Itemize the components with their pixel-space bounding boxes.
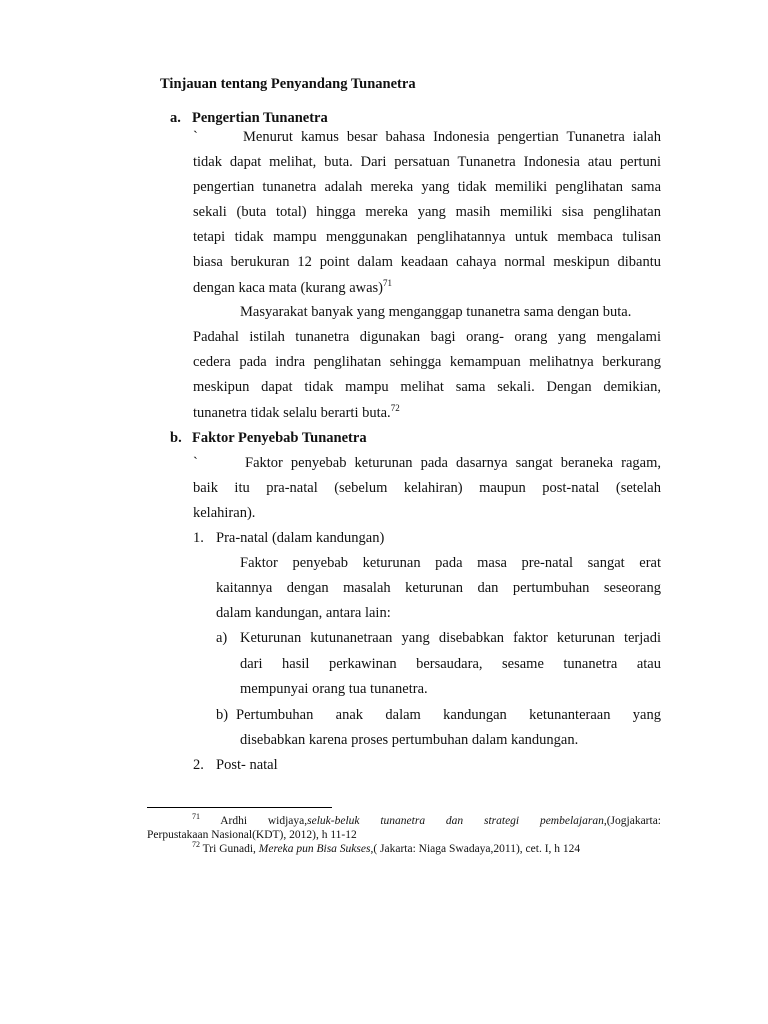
paragraph-a2-last-line: tunanetra tidak selalu berarti buta.$^{72}$ bbox=[193, 403, 400, 421]
sub-item-a-line: dari hasil perkawinan bersaudara, sesame tunanetra atau bbox=[240, 656, 661, 672]
footnote-71-line1: $^{71}$ Ardhi widjaya,seluk-beluk tunanetra dan strategi pembelajaran,(Jogjakarta: bbox=[192, 812, 662, 827]
paragraph-b-line: kelahiran). bbox=[193, 505, 256, 521]
paragraph-a2-line: Padahal istilah tunanetra digunakan bagi orang- orang yang mengalami bbox=[193, 329, 661, 345]
paragraph-a1-line: pengertian tunanetra adalah mereka yang tidak memiliki penglihatan sama bbox=[193, 179, 661, 195]
paragraph-a1-line: biasa berukuran 12 point dalam keadaan cahaya normal meskipun dibantu bbox=[193, 254, 661, 270]
section-b-marker: b. bbox=[170, 430, 182, 446]
list-item-2-marker: 2. bbox=[193, 757, 204, 773]
paragraph-a1-line: Menurut kamus besar bahasa Indonesia pengertian Tunanetra ialah bbox=[243, 129, 661, 145]
sub-item-b-line: disebabkan karena proses pertumbuhan dalam kandungan. bbox=[240, 732, 579, 748]
footnote-72-number: 72 bbox=[192, 840, 200, 849]
section-b-tick: ` bbox=[193, 455, 198, 471]
paragraph-a2-line: Masyarakat banyak yang menganggap tunanetra sama dengan buta. bbox=[240, 304, 632, 320]
footnote-71-line2: Perpustakaan Nasional(KDT), 2012), h 11-12 bbox=[147, 829, 357, 841]
sub-item-a-marker: a) bbox=[216, 630, 228, 646]
list-item-1-label: Pra-natal (dalam kandungan) bbox=[216, 530, 385, 546]
sub-item-a-line: Keturunan kutunanetraan yang disebabkan faktor keturunan terjadi bbox=[240, 630, 661, 646]
list-item-1-text-line: kaitannya dengan masalah keturunan dan pertumbuhan seseorang bbox=[216, 580, 661, 596]
sub-item-b-marker: b) bbox=[216, 707, 229, 723]
list-item-2-label: Post- natal bbox=[216, 757, 278, 773]
list-item-1-text-line: dalam kandungan, antara lain: bbox=[216, 605, 391, 621]
footnote-71-title: seluk-beluk tunanetra dan strategi pembelajaran bbox=[307, 815, 604, 827]
paragraph-a1-last-line: dengan kaca mata (kurang awas)$^{71}$ bbox=[193, 278, 393, 296]
section-a-marker: a. bbox=[170, 110, 181, 126]
sub-item-b-line: Pertumbuhan anak dalam kandungan ketunanteraan yang bbox=[236, 707, 661, 723]
paragraph-a2-line: meskipun dapat tidak mampu melihat sama sekali. Dengan demikian, bbox=[193, 379, 661, 395]
paragraph-b-line: baik itu pra-natal (sebelum kelahiran) maupun post-natal (setelah bbox=[193, 480, 661, 496]
paragraph-a1-line: tetapi tidak mampu menggunakan penglihatannya untuk membaca tulisan bbox=[193, 229, 661, 245]
footnote-ref-72: 72 bbox=[390, 403, 400, 413]
document-title: Tinjauan tentang Penyandang Tunanetra bbox=[160, 76, 416, 92]
footnote-72: $^{72}$ Tri Gunadi, Mereka pun Bisa Sukses,( Jakarta: Niaga Swadaya,2011), cet. I, h 124 bbox=[192, 840, 581, 855]
section-a-tick: ` bbox=[193, 129, 198, 145]
paragraph-a1-line: tidak dapat melihat, buta. Dari persatuan Tunanetra Indonesia atau pertuni bbox=[193, 154, 661, 170]
footnote-ref-71: 71 bbox=[383, 278, 393, 288]
paragraph-a2-line: cedera pada indra penglihatan sehingga kemampuan melihatnya berkurang bbox=[193, 354, 661, 370]
footnote-71-number: 71 bbox=[192, 812, 200, 821]
footnote-72-title: Mereka pun Bisa Sukses bbox=[258, 843, 371, 855]
list-item-1-text-line: Faktor penyebab keturunan pada masa pre-natal sangat erat bbox=[240, 555, 661, 571]
list-item-1-marker: 1. bbox=[193, 530, 204, 546]
section-a-heading bbox=[170, 110, 328, 127]
section-a-title: Pengertian Tunanetra bbox=[192, 110, 328, 126]
section-b-title: Faktor Penyebab Tunanetra bbox=[192, 430, 367, 446]
sub-item-a-line: mempunyai orang tua tunanetra. bbox=[240, 681, 428, 697]
paragraph-b-line: Faktor penyebab keturunan pada dasarnya sangat beraneka ragam, bbox=[245, 455, 661, 471]
paragraph-a1-line: sekali (buta total) hingga mereka yang masih memiliki sisa penglihatan bbox=[193, 204, 661, 220]
footnote-separator bbox=[147, 807, 332, 808]
section-b-heading bbox=[170, 430, 367, 447]
